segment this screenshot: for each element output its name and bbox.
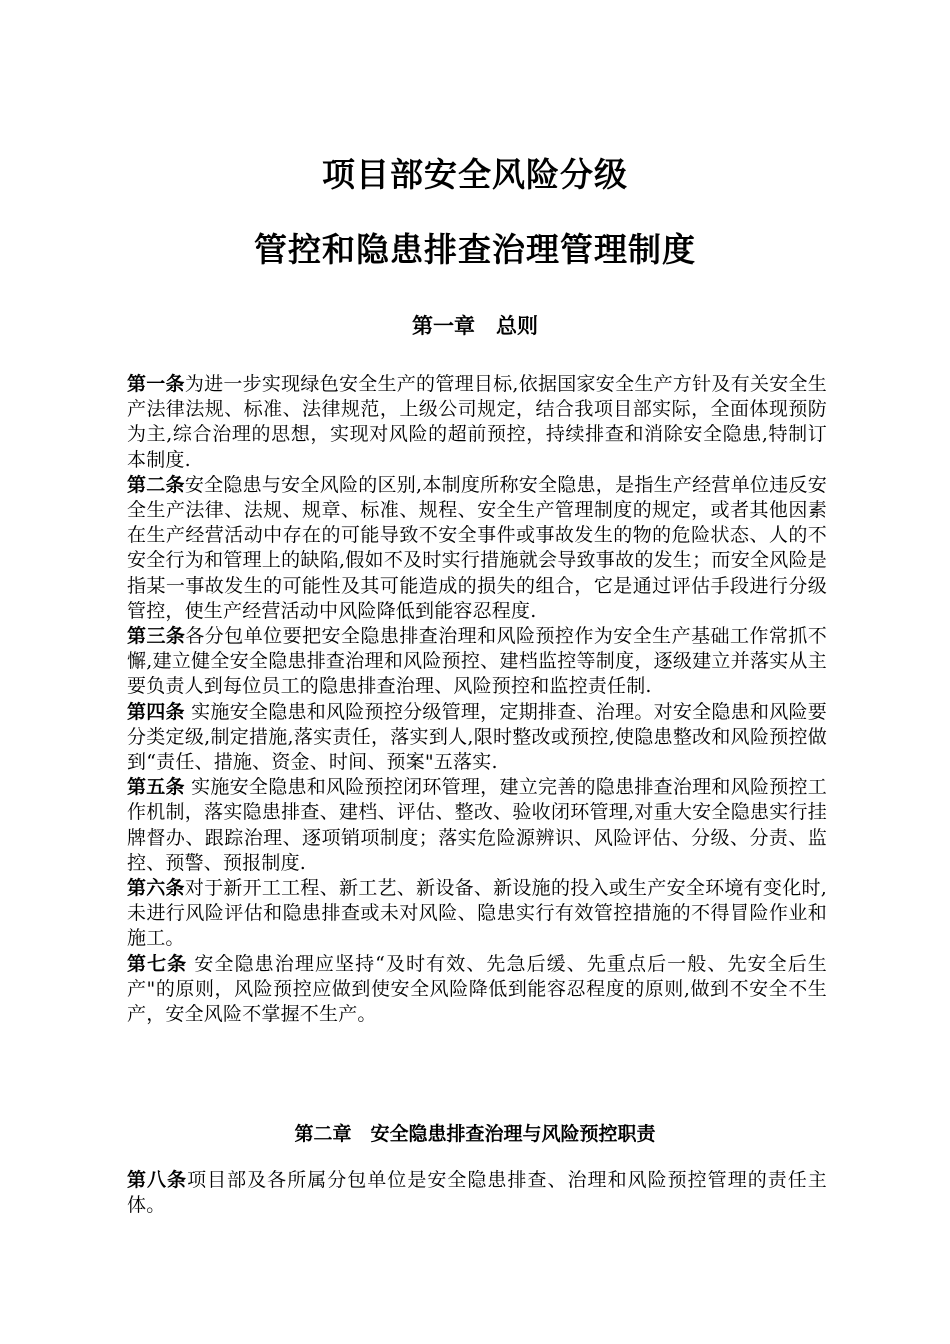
article-text: 对于新开工工程、新工艺、新设备、新设施的投入或生产安全环境有变化时,未进行风险评估和隐患排查或未对风险、隐患实行有效管控措施的不得冒险作业和施工。 bbox=[127, 877, 827, 950]
document-title-line-2: 管控和隐患排查治理管理制度 bbox=[254, 230, 696, 269]
article-text: 实施安全隐患和风险预控分级管理，定期排查、治理。对安全隐患和风险要分类定级,制定措施,落实责任，落实到人,限时整改或预控,使隐患整改和风险预控做到“责任、措施、资金、时间、预案"五落实. bbox=[127, 700, 827, 774]
article-8 bbox=[127, 1168, 827, 1218]
article-number: 第八条 bbox=[127, 1169, 188, 1191]
article-text: 实施安全隐患和风险预控闭环管理，建立完善的隐患排查治理和风险预控工作机制，落实隐患排查、建档、评估、整改、验收闭环管理,对重大安全隐患实行挂牌督办、跟踪治理、逐项销项制度；落实危险源辨识、风险评估、分级、分责、监控、预警、预报制度. bbox=[127, 776, 827, 874]
article-number: 第二条 bbox=[127, 473, 185, 496]
article-1 bbox=[127, 372, 827, 473]
article-number: 第六条 bbox=[127, 877, 185, 900]
article-number: 第四条 bbox=[127, 700, 185, 723]
article-text: 安全隐患与安全风险的区别,本制度所称安全隐患，是指生产经营单位违反安全生产法律、法规、规章、标准、规程、安全生产管理制度的规定，或者其他因素在生产经营活动中存在的可能导致不安全事件或事故发生的物的危险状态、人的不安全行为和管理上的缺陷,假如不及时实行措施就会导致事故的发生；而安全风险是指某一事故发生的可能性及其可能造成的损失的组合，它是通过评估手段进行分级管控，使生产经营活动中风险降低到能容忍程度. bbox=[127, 473, 827, 622]
chapter-1-heading: 第一章 总则 bbox=[412, 314, 538, 338]
article-2 bbox=[127, 473, 827, 624]
article-text: 安全隐患治理应坚持“及时有效、先急后缓、先重点后一般、先安全后生产"的原则，风险预控应做到使安全风险降低到能容忍程度的原则,做到不安全不生产，安全风险不掌握不生产。 bbox=[127, 952, 827, 1026]
article-text: 各分包单位要把安全隐患排查治理和风险预控作为安全生产基础工作常抓不懈,建立健全安全隐患排查治理和风险预控、建档监控等制度，逐级建立并落实从主要负责人到每位员工的隐患排查治理、风险预控和监控责任制. bbox=[127, 625, 827, 698]
article-number: 第七条 bbox=[127, 952, 188, 975]
chapter-2-body bbox=[127, 1168, 827, 1218]
article-text: 项目部及各所属分包单位是安全隐患排查、治理和风险预控管理的责任主体。 bbox=[127, 1169, 827, 1217]
article-6 bbox=[127, 876, 827, 952]
chapter-1-body bbox=[127, 372, 827, 1027]
article-number: 第一条 bbox=[127, 373, 185, 395]
article-4 bbox=[127, 700, 827, 776]
article-7 bbox=[127, 952, 827, 1028]
article-5 bbox=[127, 775, 827, 876]
article-text: 为进一步实现绿色安全生产的管理目标,依据国家安全生产方针及有关安全生产法律法规、标准、法律规范，上级公司规定，结合我项目部实际，全面体现预防为主,综合治理的思想，实现对风险的超前预控，持续排查和消除安全隐患,特制订本制度. bbox=[127, 373, 827, 471]
chapter-2-heading: 第二章 安全隐患排查治理与风险预控职责 bbox=[294, 1123, 656, 1145]
article-3 bbox=[127, 624, 827, 700]
document-title-line-1: 项目部安全风险分级 bbox=[322, 155, 628, 194]
article-number: 第五条 bbox=[127, 776, 185, 799]
article-number: 第三条 bbox=[127, 625, 186, 648]
